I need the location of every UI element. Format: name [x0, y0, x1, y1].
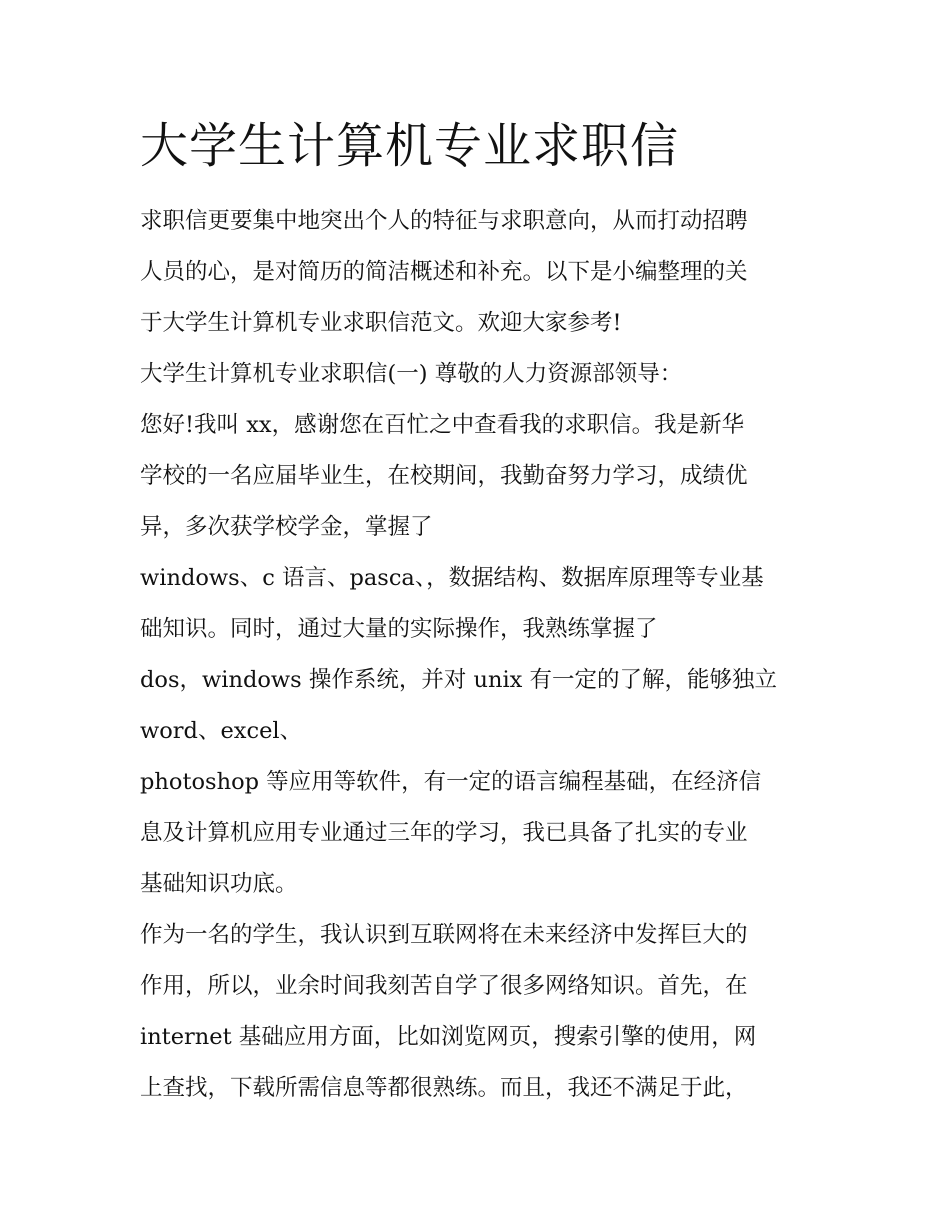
body-line: 作为一名的学生，我认识到互联网将在未来经济中发挥巨大的 — [140, 922, 748, 948]
body-line: 础知识。同时，通过大量的实际操作，我熟练掌握了 — [140, 616, 658, 642]
body-line: 您好!我叫 xx，感谢您在百忙之中查看我的求职信。我是新华 — [140, 412, 745, 438]
body-line: 基础知识功底。 — [140, 871, 298, 897]
body-line: 作用，所以，业余时间我刻苦自学了很多网络知识。首先，在 — [140, 973, 748, 999]
body-line: internet 基础应用方面，比如浏览网页，搜索引擎的使用，网 — [140, 1024, 757, 1050]
body-line: windows、c 语言、pasca、，数据结构、数据库原理等专业基 — [140, 565, 764, 591]
body-line: 求职信更要集中地突出个人的特征与求职意向，从而打动招聘 — [140, 208, 748, 234]
document-title: 大学生计算机专业求职信 — [140, 118, 680, 174]
document-body — [140, 112, 812, 1114]
body-line: 上查找，下载所需信息等都很熟练。而且，我还不满足于此， — [140, 1075, 748, 1101]
body-line: word、excel、 — [140, 718, 303, 744]
body-line: 学校的一名应届毕业生，在校期间，我勤奋努力学习，成绩优 — [140, 463, 748, 489]
body-line: 于大学生计算机专业求职信范文。欢迎大家参考! — [140, 310, 622, 336]
body-line: dos，windows 操作系统，并对 unix 有一定的了解，能够独立 — [140, 667, 778, 693]
body-line: 人员的心，是对简历的简洁概述和补充。以下是小编整理的关 — [140, 259, 748, 285]
body-line: 异，多次获学校学金，掌握了 — [140, 514, 433, 540]
body-line: 息及计算机应用专业通过三年的学习，我已具备了扎实的专业 — [140, 820, 748, 846]
body-line: photoshop 等应用等软件，有一定的语言编程基础，在经济信 — [140, 769, 762, 795]
body-line: 大学生计算机专业求职信(一) 尊敬的人力资源部领导： — [140, 361, 683, 387]
